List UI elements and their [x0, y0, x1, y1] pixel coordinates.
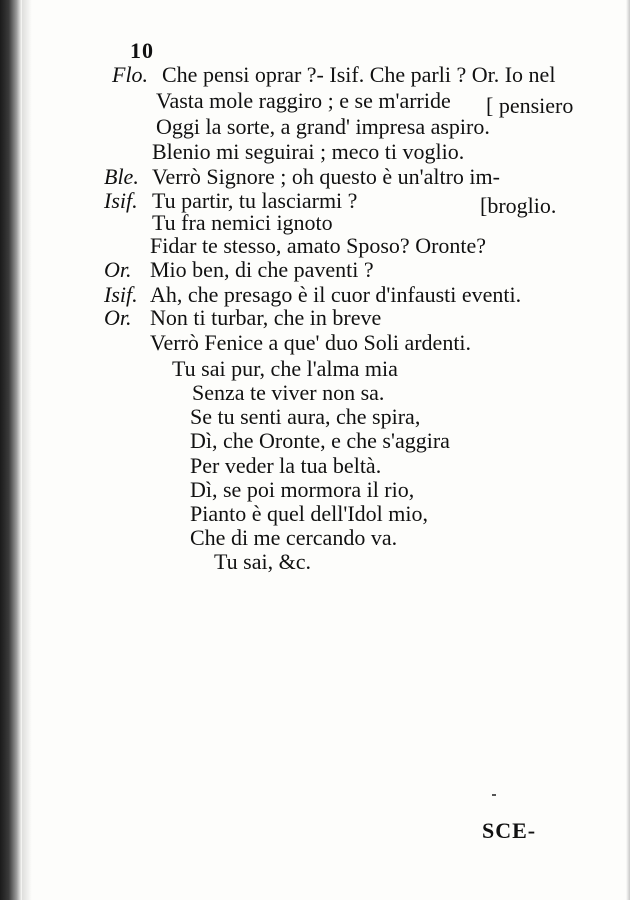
aria-line: Dì, che Oronte, e che s'aggira — [190, 428, 450, 453]
aria-line: Che di me cercando va. — [190, 525, 398, 550]
aria-line: Senza te viver non sa. — [192, 380, 385, 405]
verse-line: Verrò Fenice a que' duo Soli ardenti. — [150, 330, 472, 355]
speaker-flo: Flo. — [112, 62, 149, 87]
page-number: 10 — [130, 38, 154, 63]
gutter-shadow — [22, 0, 32, 900]
speaker-ble: Ble. — [104, 164, 139, 189]
aria-line: Se tu senti aura, che spira, — [190, 404, 421, 429]
speaker-or: Or. — [104, 257, 132, 282]
verse-line: Ah, che presago è il cuor d'infausti eventi. — [150, 282, 522, 307]
verse-line: Blenio mi seguirai ; meco ti voglio. — [152, 139, 465, 164]
verse-line-continuation: [ pensiero — [486, 93, 574, 118]
verse-line: Che pensi oprar ?- Isif. Che parli ? Or. Io nel — [162, 62, 556, 87]
verse-line-continuation: [broglio. — [480, 193, 557, 218]
verse-line: Verrò Signore ; oh questo è un'altro im- — [152, 164, 500, 189]
aria-line: Pianto è quel dell'Idol mio, — [190, 501, 428, 526]
aria-line: Tu sai pur, che l'alma mia — [172, 356, 398, 381]
catchword: SCE- — [482, 818, 537, 843]
verse-line: Fidar te stesso, amato Sposo? Oronte? — [150, 233, 487, 258]
aria-line: Per veder la tua beltà. — [190, 453, 382, 478]
speaker-isif-2: Isif. — [104, 282, 138, 307]
verse-line: Tu partir, tu lasciarmi ? — [152, 188, 358, 213]
aria-refrain: Tu sai, &c. — [214, 549, 311, 574]
verse-line: Oggi la sorte, a grand' impresa aspiro. — [156, 114, 490, 139]
verse-line: Tu fra nemici ignoto — [152, 210, 333, 235]
verse-line: Mio ben, di che paventi ? — [150, 257, 374, 282]
speaker-or-2: Or. — [104, 305, 132, 330]
aria-line: Dì, se poi mormora il rio, — [190, 477, 415, 502]
book-spine-shadow — [0, 0, 22, 900]
verse-line: Non ti turbar, che in breve — [150, 305, 382, 330]
page-edge — [626, 0, 630, 900]
verse-line: Vasta mole raggiro ; e se m'arride — [156, 88, 451, 113]
speaker-isif: Isif. — [104, 188, 138, 213]
stray-mark — [492, 794, 496, 796]
